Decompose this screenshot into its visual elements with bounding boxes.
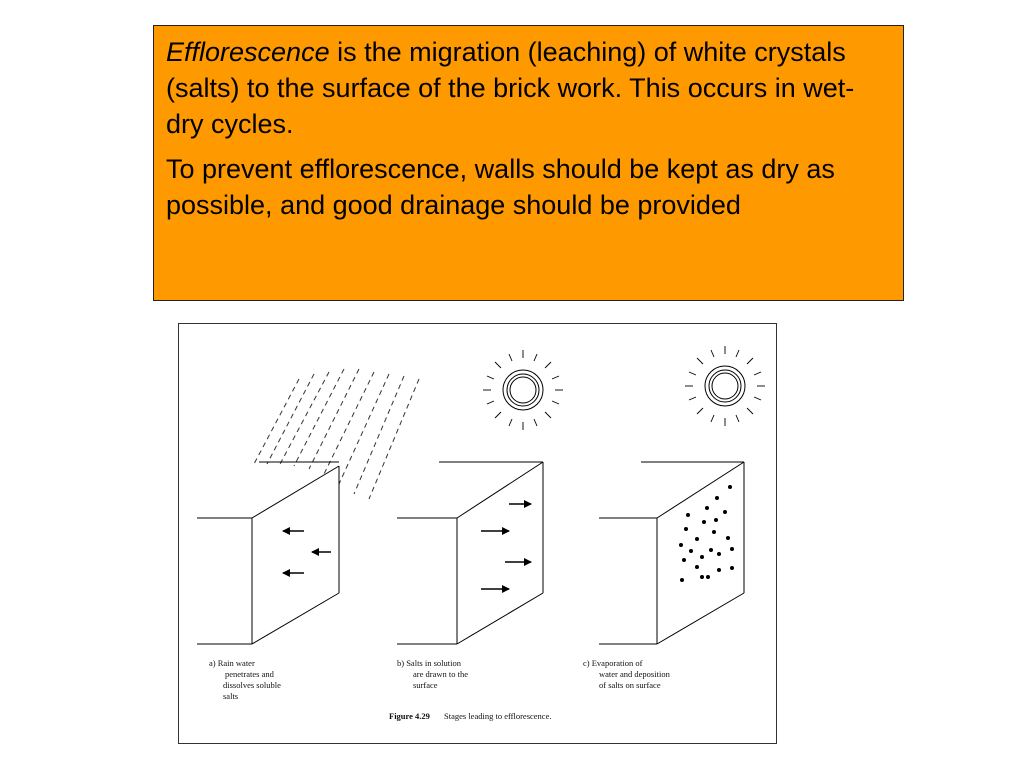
wall-panel-a xyxy=(197,462,339,644)
wall-panel-b xyxy=(397,462,543,644)
outward-arrows xyxy=(481,504,531,589)
caption-c-line2: water and deposition xyxy=(599,669,670,679)
sun-icon xyxy=(483,350,563,430)
sun-icon xyxy=(685,346,765,426)
efflorescence-figure xyxy=(178,323,777,744)
caption-a-line1: a) Rain water xyxy=(209,658,255,668)
caption-c-line3: of salts on surface xyxy=(599,680,661,690)
inward-arrows xyxy=(283,531,331,573)
caption-a-line4: salts xyxy=(223,691,239,701)
rain-streaks xyxy=(254,369,419,499)
salt-deposits xyxy=(679,485,734,582)
wall-panel-c xyxy=(599,462,744,644)
caption-b-line2: are drawn to the xyxy=(413,669,468,679)
caption-b-line1: b) Salts in solution xyxy=(397,658,461,668)
caption-a-line3: dissolves soluble xyxy=(223,680,281,690)
definition-text: is the migration (leaching) of white crystals (salts) to the surface of the brick work. This occurs in wet-dry cycles. xyxy=(166,37,855,139)
figure-label: Figure 4.29 xyxy=(389,711,430,721)
definition-paragraph xyxy=(166,34,891,142)
caption-b-line3: surface xyxy=(413,680,438,690)
term-efflorescence: Efflorescence xyxy=(166,37,330,67)
caption-a-line2: penetrates and xyxy=(225,669,274,679)
prevention-paragraph: To prevent efflorescence, walls should be kept as dry as possible, and good drainage should be provided xyxy=(166,154,835,220)
figure-title: Stages leading to efflorescence. xyxy=(444,711,552,721)
definition-textbox xyxy=(153,25,904,301)
caption-c-line1: c) Evaporation of xyxy=(583,658,643,668)
